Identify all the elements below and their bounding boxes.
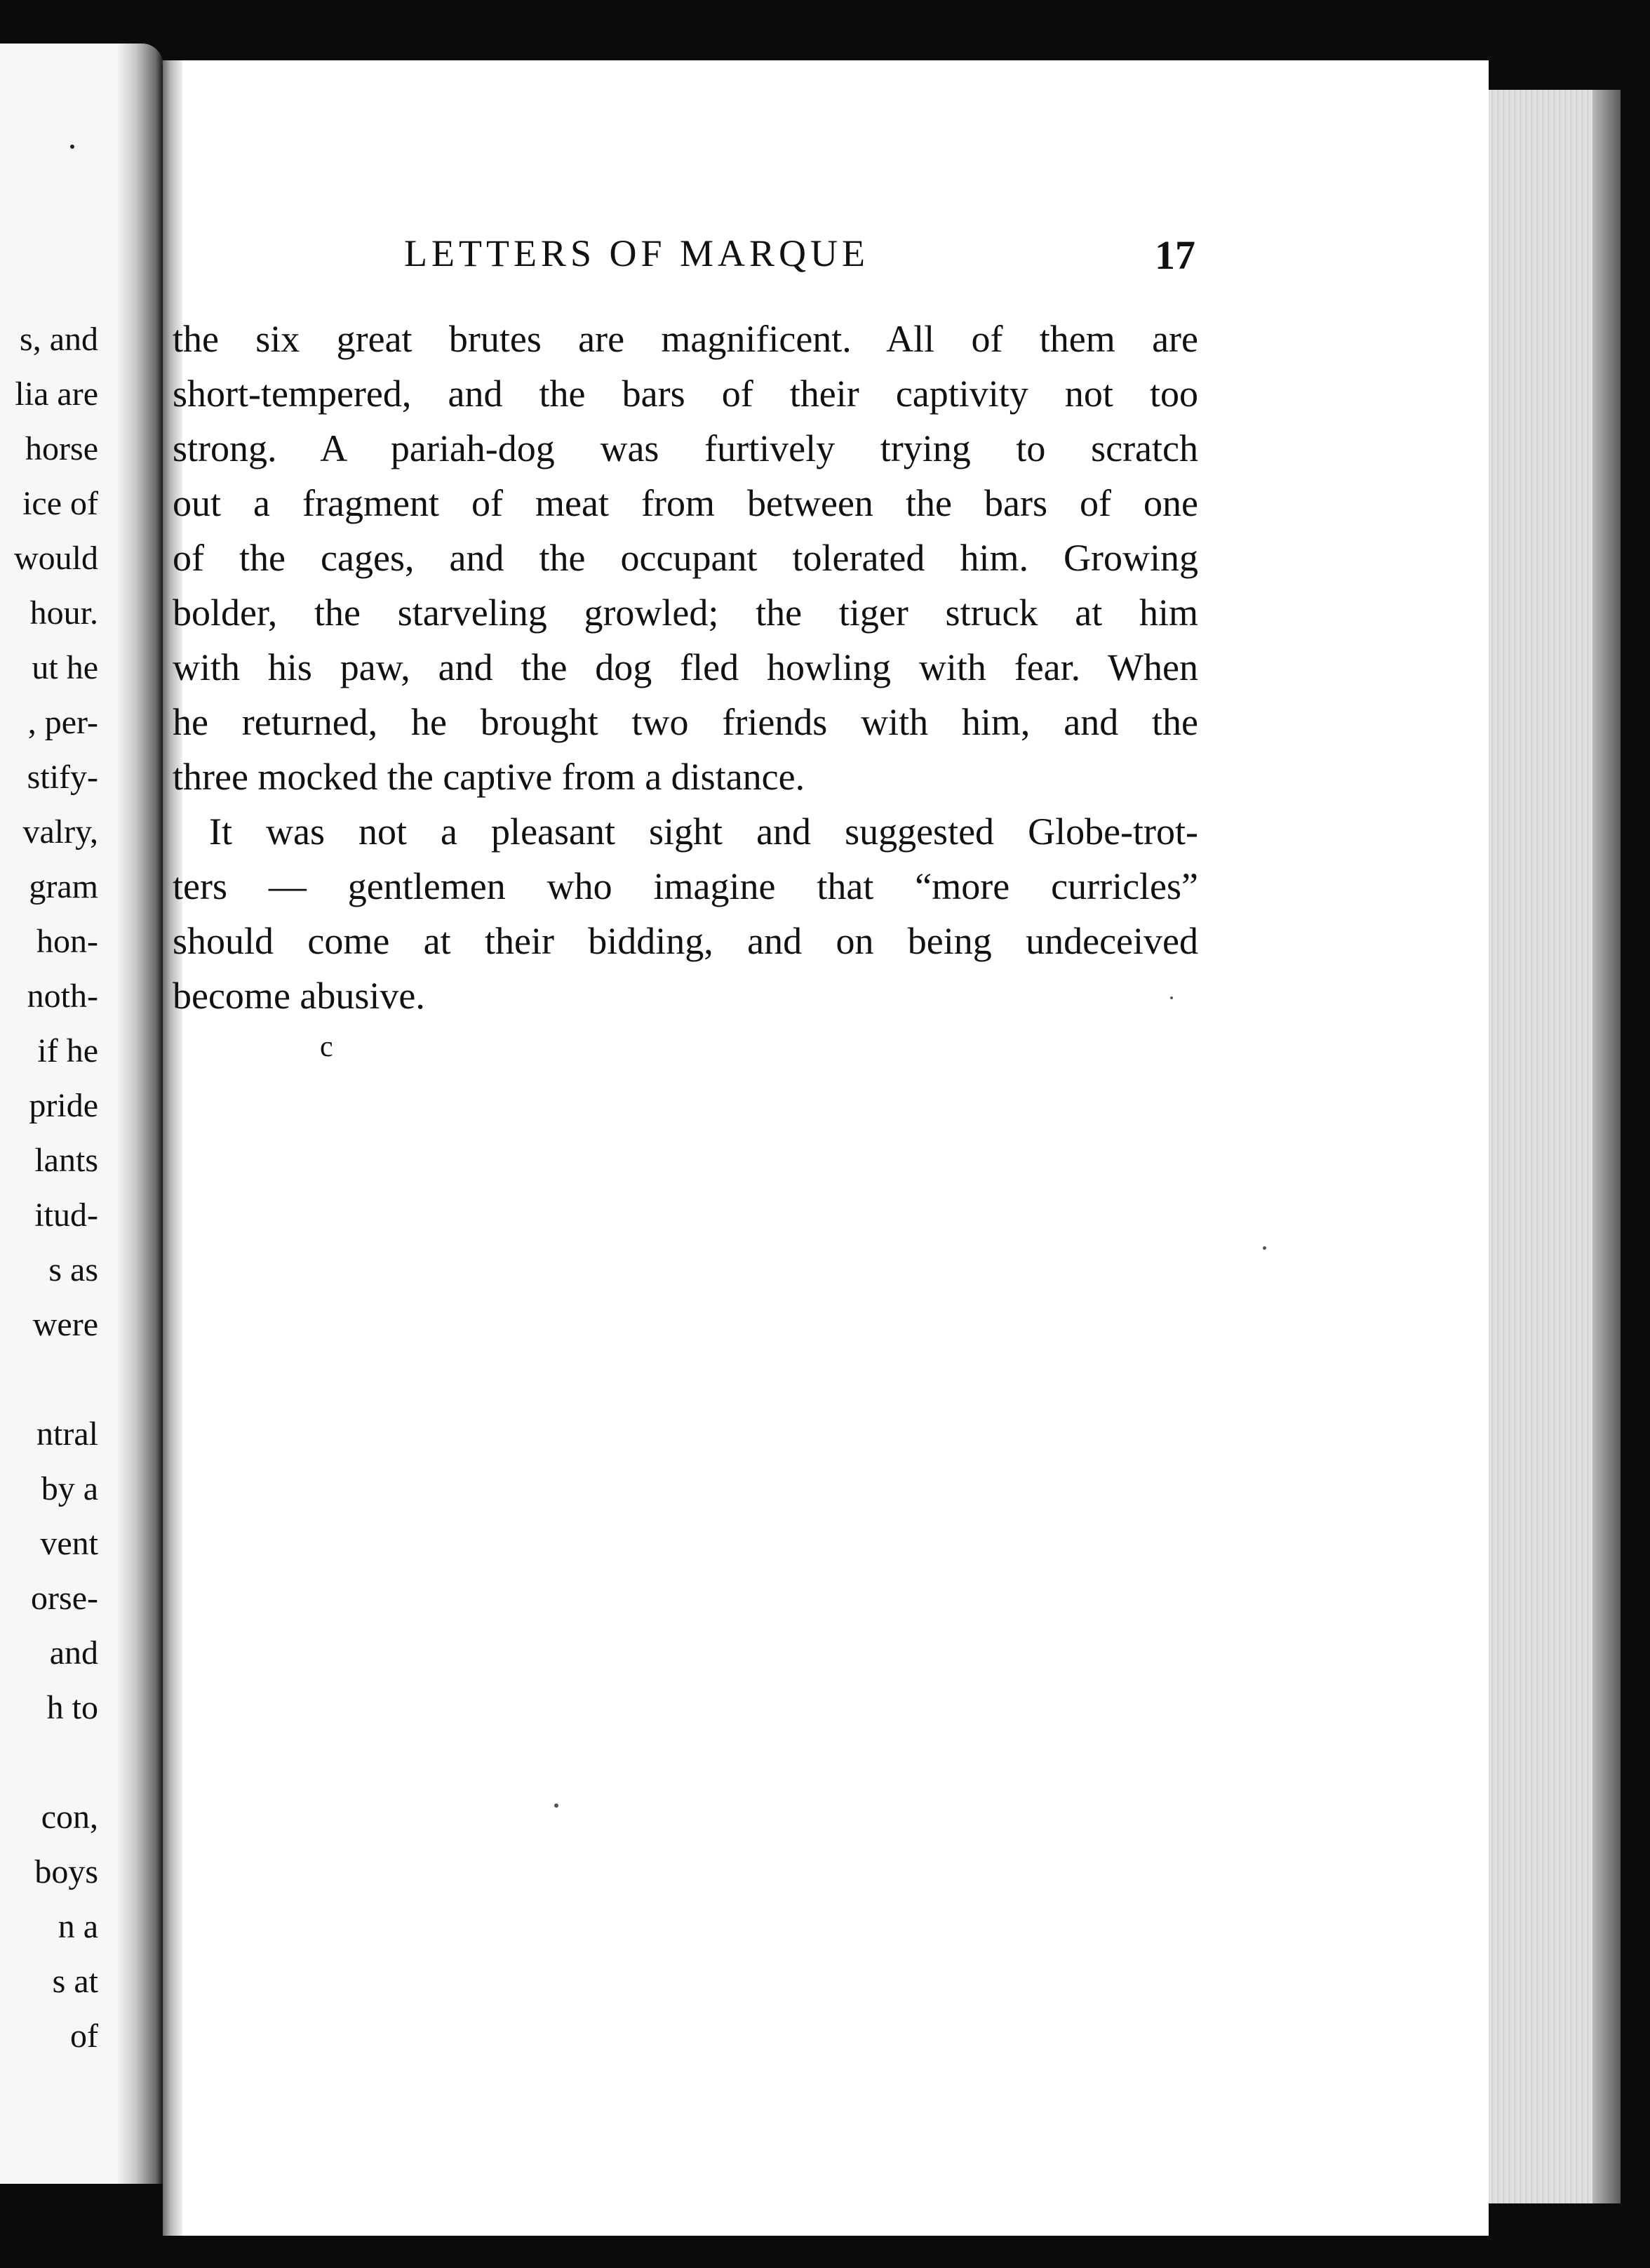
text-line: out a fragment of meat from between the bars of one [173, 482, 1198, 524]
facing-page-line: and [49, 1634, 98, 1672]
page-number: 17 [1155, 232, 1195, 278]
facing-page-line: itud- [34, 1196, 98, 1234]
facing-page-line: lants [34, 1142, 98, 1179]
facing-page-line: if he [37, 1032, 98, 1069]
text-line: strong. A pariah-dog was furtively trying to scratch [173, 427, 1198, 469]
facing-page-line: h to [46, 1689, 98, 1726]
paper-speck [554, 1803, 558, 1808]
facing-page-line: vent [40, 1525, 98, 1562]
text-line: three mocked the captive from a distance. [173, 756, 805, 798]
text-line: he returned, he brought two friends with him, and the [173, 701, 1198, 743]
facing-page-line: hon- [36, 923, 98, 960]
text-line: become abusive. [173, 975, 425, 1017]
facing-page-line: s as [48, 1251, 98, 1288]
paper-speck [70, 145, 74, 149]
text-line: bolder, the starveling growled; the tiger struck at him [173, 592, 1198, 634]
paper-speck [1170, 996, 1173, 999]
text-line: of the cages, and the occupant tolerated him. Growing [173, 537, 1198, 579]
text-line: short-tempered, and the bars of their captivity not too [173, 373, 1198, 415]
facing-page-left [0, 44, 163, 2184]
signature-mark: c [320, 1031, 333, 1063]
paragraph-first-line: It was not a pleasant sight and suggested Globe-trot- [209, 811, 1198, 853]
facing-page-line: by a [41, 1470, 98, 1507]
facing-page-line: n a [58, 1908, 98, 1945]
running-head: LETTERS OF MARQUE [404, 232, 870, 274]
facing-page-line: lia are [15, 375, 98, 413]
text-line: the six great brutes are magnificent. All of them are [173, 318, 1198, 360]
facing-page-line: s at [52, 1963, 98, 2000]
facing-page-line: boys [34, 1853, 98, 1890]
facing-page-line: were [32, 1306, 98, 1343]
facing-page-line: ntral [36, 1415, 98, 1453]
facing-page-line: valry, [22, 813, 98, 850]
facing-page-line: ice of [22, 485, 98, 522]
text-line: ters — gentlemen who imagine that “more curricles” [173, 865, 1198, 907]
paper-speck [1263, 1246, 1266, 1250]
text-line: should come at their bidding, and on being undeceived [173, 920, 1198, 962]
facing-page-line: hour. [29, 594, 98, 632]
facing-page-line: stify- [27, 759, 98, 796]
facing-page-line: of [70, 2017, 98, 2055]
facing-page-line: gram [29, 868, 98, 905]
facing-page-line: pride [29, 1087, 98, 1124]
book-page-edges-shadow [1592, 90, 1621, 2203]
facing-page-line: con, [41, 1799, 98, 1836]
facing-page-line: horse [25, 430, 98, 467]
facing-page-line: would [14, 540, 98, 577]
book-gutter-shadow [118, 44, 163, 2184]
facing-page-line: ut he [32, 649, 98, 686]
facing-page-line: s, and [20, 321, 98, 358]
facing-page-line: orse- [31, 1580, 98, 1617]
facing-page-line: , per- [27, 704, 98, 741]
text-line: with his paw, and the dog fled howling with fear. When [173, 646, 1198, 688]
facing-page-line: noth- [27, 978, 98, 1015]
